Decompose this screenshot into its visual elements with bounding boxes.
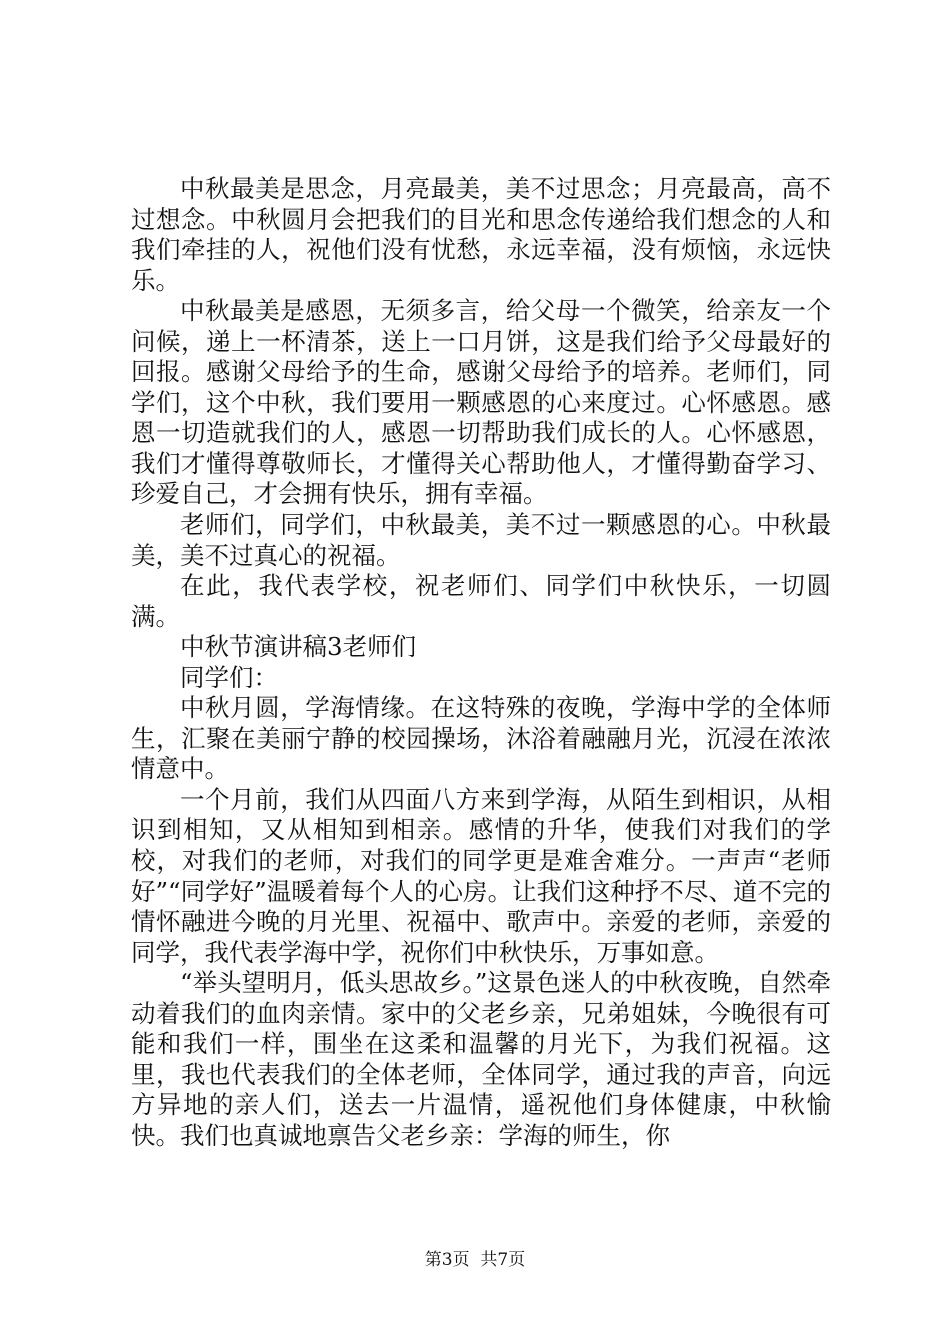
paragraph: “举头望明月，低头思故乡。”这景色迷人的中秋夜晚，自然牵动着我们的血肉亲情。家中的父老乡亲，兄弟姐妹，今晚很有可能和我们一样，围坐在这柔和温馨的月光下，为我们祝福。这里，我也代表我们的全体老师，全体同学，通过我的声音，向远方异地的亲人们，送去一片温情，遥祝他们身体健康，中秋愉快。我们也真诚地禀告父老乡亲：学海的师生，你 — [131, 968, 831, 1150]
paragraph: 中秋最美是思念，月亮最美，美不过思念；月亮最高，高不过想念。中秋圆月会把我们的目光和思念传递给我们想念的人和我们牵挂的人，祝他们没有忧愁，永远幸福，没有烦恼，永远快乐。 — [131, 174, 831, 295]
paragraph: 同学们： — [180, 662, 278, 692]
document-body — [131, 174, 831, 1152]
paragraph: 一个月前，我们从四面八方来到学海，从陌生到相识，从相识到相知，又从相知到相亲。感情的升华，使我们对我们的学校，对我们的老师，对我们的同学更是难舍难分。一声声“老师好”“同学好”温暖着每个人的心房。让我们这种抒不尽、道不完的情怀融进今晚的月光里、祝福中、歌声中。亲爱的老师，亲爱的同学，我代表学海中学，祝你们中秋快乐，万事如意。 — [131, 784, 831, 967]
paragraph: 老师们，同学们，中秋最美，美不过一颗感恩的心。中秋最美，美不过真心的祝福。 — [131, 510, 831, 570]
paragraph: 中秋最美是感恩，无须多言，给父母一个微笑，给亲友一个问候，递上一杯清茶，送上一口月饼，这是我们给予父母最好的回报。感谢父母给予的生命，感谢父母给予的培养。老师们，同学们，这个中秋，我们要用一颗感恩的心来度过。心怀感恩。感恩一切造就我们的人，感恩一切帮助我们成长的人。心怀感恩，我们才懂得尊敬师长，才懂得关心帮助他人，才懂得勤奋学习、珍爱自己，才会拥有快乐，拥有幸福。 — [131, 296, 831, 509]
paragraph: 中秋月圆，学海情缘。在这特殊的夜晚，学海中学的全体师生，汇聚在美丽宁静的校园操场，沐浴着融融月光，沉浸在浓浓情意中。 — [131, 693, 831, 784]
paragraph: 中秋节演讲稿3老师们 — [180, 632, 417, 662]
paragraph: 在此，我代表学校，祝老师们、同学们中秋快乐，一切圆满。 — [131, 571, 831, 631]
page-number-footer: 第3页 共7页 — [424, 1250, 526, 1270]
